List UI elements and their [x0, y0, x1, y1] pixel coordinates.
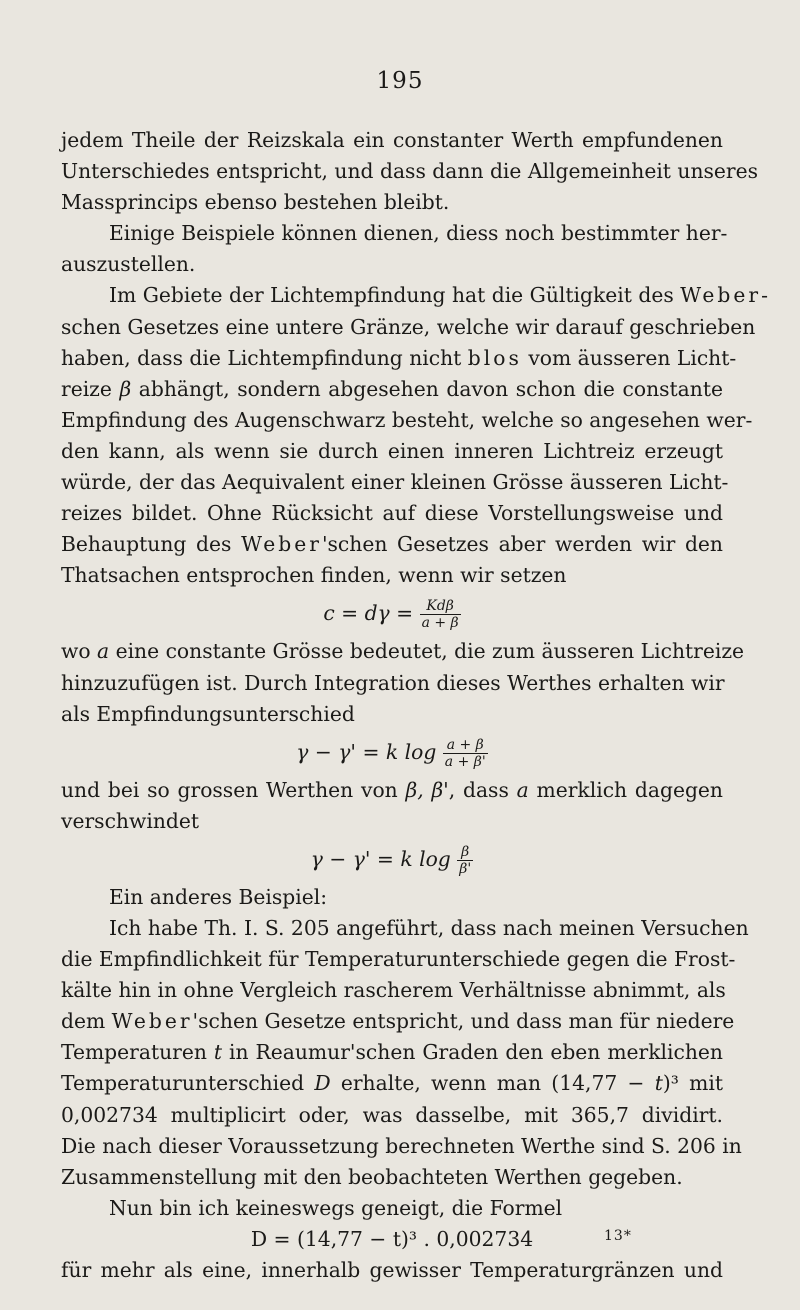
equation-4: D = (14,77 − t)³ . 0,002734 — [250, 1226, 534, 1251]
page-number: 195 — [376, 68, 424, 94]
equation-1: c = dγ = $\frac{\text{Kdβ}}{a + \beta}$ — [323, 598, 459, 632]
equation-3: γ − γ' = k log $\frac{\beta}{\beta'}$ — [310, 843, 472, 877]
text-line: für mehr als eine, innerhalb gewisser Temperaturgränzen und — [61, 1258, 723, 1282]
text-line: Empfindung des Augenschwarz besteht, welche so angesehen wer- — [61, 407, 753, 432]
text-line: die Empfindlichkeit für Temperaturunterschiede gegen die Frost- — [61, 947, 736, 972]
text-line: als Empfindungsunterschied — [61, 701, 355, 726]
text-line: Einige Beispiele können dienen, diess noch bestimmter her- — [109, 221, 728, 246]
text-line: Ich habe Th. I. S. 205 angeführt, dass nach meinen Versuchen — [109, 915, 749, 940]
text-line: Thatsachen entsprochen finden, wenn wir setzen — [61, 563, 567, 588]
text-line: und bei so grossen Werthen von β, β', dass a merklich dagegen — [61, 777, 723, 802]
text-line: auszustellen. — [61, 252, 196, 277]
text-line: Unterschiedes entspricht, und dass dann die Allgemeinheit unseres — [61, 159, 759, 184]
spaced-name: Weber — [241, 532, 322, 557]
text-line: schen Gesetzes eine untere Gränze, welche wir darauf geschrieben — [61, 314, 756, 339]
text-line: würde, der das Aequivalent einer kleinen Grösse äusseren Licht- — [61, 470, 729, 495]
text-line: dem Weber'schen Gesetze entspricht, und dass man für niedere — [61, 1009, 735, 1034]
equation-2: γ − γ' = k log $\frac{a + \beta}{a + \beta'}$ — [296, 736, 486, 770]
text-line: haben, dass die Lichtempfindung nicht blos vom äusseren Licht- — [61, 345, 737, 370]
text-line: Massprincips ebenso bestehen bleibt. — [61, 190, 450, 215]
text-line: den kann, als wenn sie durch einen inneren Lichtreiz erzeugt — [61, 438, 723, 463]
text-line: Temperaturunterschied D erhalte, wenn man (14,77 − t)³ mit — [61, 1071, 723, 1096]
text-line: jedem Theile der Reizskala ein constanter Werth empfundenen — [61, 128, 723, 152]
text-line: Die nach dieser Voraussetzung berechneten Werthe sind S. 206 in — [61, 1133, 742, 1158]
text-line: verschwindet — [61, 808, 200, 833]
text-line: 0,002734 multiplicirt oder, was dasselbe, mit 365,7 dividirt. — [61, 1102, 723, 1127]
text-line: Ein anderes Beispiel: — [109, 884, 328, 909]
text-line: reizes bildet. Ohne Rücksicht auf diese Vorstellungsweise und — [61, 501, 723, 526]
text-line: Behauptung des Weber'schen Gesetzes aber werden wir den — [61, 532, 723, 557]
printer-signature: 13* — [604, 1228, 632, 1244]
text-line: reize β abhängt, sondern abgesehen davon schon die constante — [61, 376, 723, 401]
spaced-word: blos — [467, 345, 522, 370]
text-line: Nun bin ich keineswegs geneigt, die Formel — [109, 1195, 563, 1220]
text-line: hinzuzufügen ist. Durch Integration dieses Werthes erhalten wir — [61, 670, 725, 695]
spaced-name: Weber — [680, 283, 762, 308]
text-line: wo a eine constante Grösse bedeutet, die zum äusseren Lichtreize — [61, 639, 745, 664]
text-line: Im Gebiete der Lichtempfindung hat die Gültigkeit des Weber- — [109, 283, 768, 308]
text-line: kälte hin in ohne Vergleich rascherem Verhältnisse abnimmt, als — [61, 978, 726, 1003]
body-text — [61, 125, 768, 1286]
spaced-name: Weber — [111, 1009, 193, 1034]
text-line: Zusammenstellung mit den beobachteten Werthen gegeben. — [61, 1164, 683, 1189]
text-line: Temperaturen t in Reaumur'schen Graden den eben merklichen — [61, 1040, 723, 1065]
